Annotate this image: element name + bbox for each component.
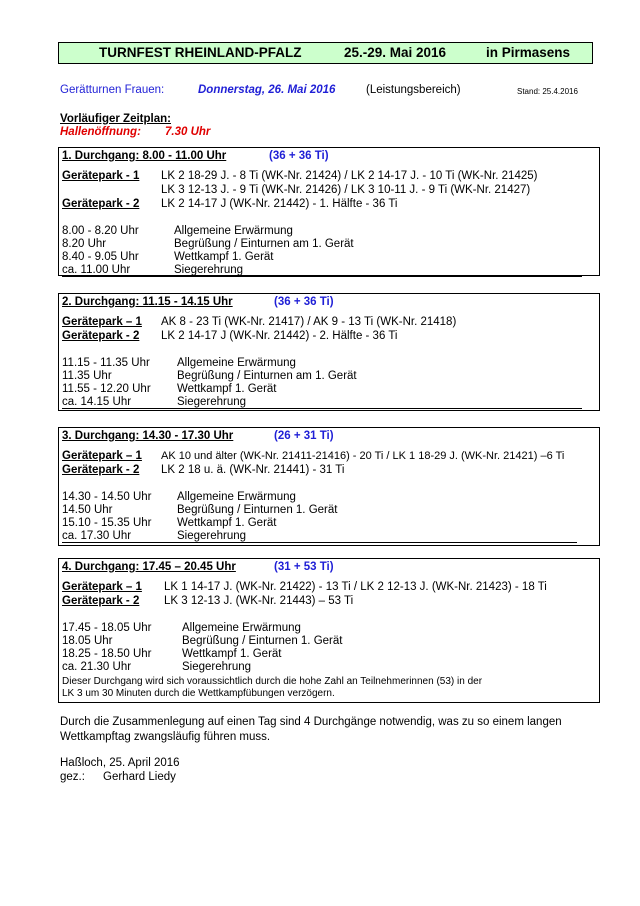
durchgang-2 (58, 293, 600, 411)
schedule-desc: Wettkampf 1. Gerät (177, 517, 277, 529)
place-date: Haßloch, 25. April 2016 (60, 757, 180, 769)
competition-day: Donnerstag, 26. Mai 2016 (198, 84, 336, 96)
geraetepark-label: Gerätepark - 2 (62, 595, 140, 607)
schedule-time: 8.20 Uhr (62, 238, 107, 250)
schedule-time: 18.05 Uhr (62, 635, 113, 647)
schedule-time: 8.00 - 8.20 Uhr (62, 225, 139, 237)
geraetepark-label: Gerätepark – 1 (62, 316, 142, 328)
durchgang-title: 2. Durchgang: 11.15 - 14.15 Uhr (62, 296, 233, 308)
plan-title: Vorläufiger Zeitplan: (60, 113, 171, 125)
divider (62, 276, 582, 277)
geraetepark-text: LK 2 18-29 J. - 8 Ti (WK-Nr. 21424) / LK 2 14-17 J. - 10 Ti (WK-Nr. 21425) (161, 170, 538, 182)
schedule-desc: Allgemeine Erwärmung (182, 622, 301, 634)
geraetepark-label: Gerätepark - 2 (62, 198, 140, 210)
schedule-desc: Begrüßung / Einturnen 1. Gerät (182, 635, 343, 647)
schedule-desc: Wettkampf 1. Gerät (174, 251, 274, 263)
schedule-time: 14.50 Uhr (62, 504, 113, 516)
schedule-time: 11.35 Uhr (62, 370, 112, 382)
signed-name: Gerhard Liedy (103, 771, 176, 783)
durchgang-4 (58, 558, 600, 703)
schedule-desc: Begrüßung / Einturnen am 1. Gerät (177, 370, 357, 382)
divider (62, 408, 582, 409)
durchgang-1 (58, 147, 600, 276)
durchgang-title: 4. Durchgang: 17.45 – 20.45 Uhr (62, 561, 236, 573)
schedule-time: 18.25 - 18.50 Uhr (62, 648, 152, 660)
schedule-time: ca. 17.30 Uhr (62, 530, 132, 542)
geraetepark-text: AK 10 und älter (WK-Nr. 21411-21416) - 20 Ti / LK 1 18-29 J. (WK-Nr. 21421) –6 Ti (161, 450, 565, 462)
geraetepark-text: LK 3 12-13 J. - 9 Ti (WK-Nr. 21426) / LK 3 10-11 J. - 9 Ti (WK-Nr. 21427) (161, 184, 531, 196)
schedule-desc: Begrüßung / Einturnen am 1. Gerät (174, 238, 354, 250)
participant-count: (36 + 36 Ti) (274, 296, 334, 308)
schedule-time: ca. 21.30 Uhr (62, 661, 132, 673)
footer-paragraph: Wettkampftag zwangsläufig führen muss. (60, 731, 271, 743)
category-label: Gerätturnen Frauen: (60, 84, 165, 96)
stand-date: Stand: 25.4.2016 (517, 87, 578, 96)
geraetepark-text: LK 3 12-13 J. (WK-Nr. 21443) – 53 Ti (164, 595, 354, 607)
geraetepark-text: LK 2 14-17 J (WK-Nr. 21442) - 1. Hälfte - 36 Ti (161, 198, 398, 210)
footer-paragraph: Durch die Zusammenlegung auf einen Tag sind 4 Durchgänge notwendig, was zu so einem langen (60, 716, 562, 728)
signed-label: gez.: (60, 771, 85, 783)
schedule-time: ca. 14.15 Uhr (62, 396, 132, 408)
schedule-desc: Wettkampf 1. Gerät (177, 383, 277, 395)
schedule-time: 15.10 - 15.35 Uhr (62, 517, 152, 529)
schedule-desc: Siegerehrung (177, 396, 247, 408)
geraetepark-label: Gerätepark - 2 (62, 330, 140, 342)
participant-count: (31 + 53 Ti) (274, 561, 334, 573)
schedule-desc: Allgemeine Erwärmung (177, 357, 296, 369)
schedule-desc: Wettkampf 1. Gerät (182, 648, 282, 660)
durchgang-3 (58, 427, 600, 546)
schedule-time: ca. 11.00 Uhr (62, 264, 131, 276)
schedule-desc: Begrüßung / Einturnen 1. Gerät (177, 504, 338, 516)
delay-note: Dieser Durchgang wird sich voraussichtlich durch die hohe Zahl an Teilnehmerinnen (53) in der (62, 676, 483, 687)
event-title: TURNFEST RHEINLAND-PFALZ (99, 45, 302, 60)
participant-count: (36 + 36 Ti) (269, 150, 329, 162)
participant-count: (26 + 31 Ti) (274, 430, 334, 442)
geraetepark-text: AK 8 - 23 Ti (WK-Nr. 21417) / AK 9 - 13 Ti (WK-Nr. 21418) (161, 316, 457, 328)
durchgang-title: 1. Durchgang: 8.00 - 11.00 Uhr (62, 150, 227, 162)
schedule-time: 17.45 - 18.05 Uhr (62, 622, 152, 634)
opening-label: Hallenöffnung: (60, 126, 141, 138)
geraetepark-text: LK 2 14-17 J (WK-Nr. 21442) - 2. Hälfte - 36 Ti (161, 330, 398, 342)
geraetepark-text: LK 1 14-17 J. (WK-Nr. 21422) - 13 Ti / LK 2 12-13 J. (WK-Nr. 21423) - 18 Ti (164, 581, 547, 593)
schedule-desc: Allgemeine Erwärmung (177, 491, 296, 503)
event-place: in Pirmasens (486, 45, 571, 60)
divider (62, 542, 577, 543)
delay-note: LK 3 um 30 Minuten durch die Wettkampfübungen verzögern. (62, 688, 335, 699)
schedule-desc: Siegerehrung (174, 264, 244, 276)
level-label: (Leistungsbereich) (366, 84, 461, 96)
schedule-time: 8.40 - 9.05 Uhr (62, 251, 139, 263)
event-date: 25.-29. Mai 2016 (344, 45, 447, 60)
schedule-desc: Siegerehrung (182, 661, 252, 673)
schedule-time: 11.55 - 12.20 Uhr (62, 383, 151, 395)
schedule-desc: Allgemeine Erwärmung (174, 225, 293, 237)
opening-time: 7.30 Uhr (165, 126, 211, 138)
geraetepark-label: Gerätepark - 2 (62, 464, 140, 476)
durchgang-title: 3. Durchgang: 14.30 - 17.30 Uhr (62, 430, 234, 442)
schedule-desc: Siegerehrung (177, 530, 247, 542)
event-banner (58, 42, 593, 64)
geraetepark-label: Gerätepark – 1 (62, 450, 142, 462)
schedule-time: 11.15 - 11.35 Uhr (62, 357, 150, 369)
geraetepark-label: Gerätepark – 1 (62, 581, 142, 593)
geraetepark-text: LK 2 18 u. ä. (WK-Nr. 21441) - 31 Ti (161, 464, 345, 476)
geraetepark-label: Gerätepark - 1 (62, 170, 140, 182)
schedule-time: 14.30 - 14.50 Uhr (62, 491, 152, 503)
